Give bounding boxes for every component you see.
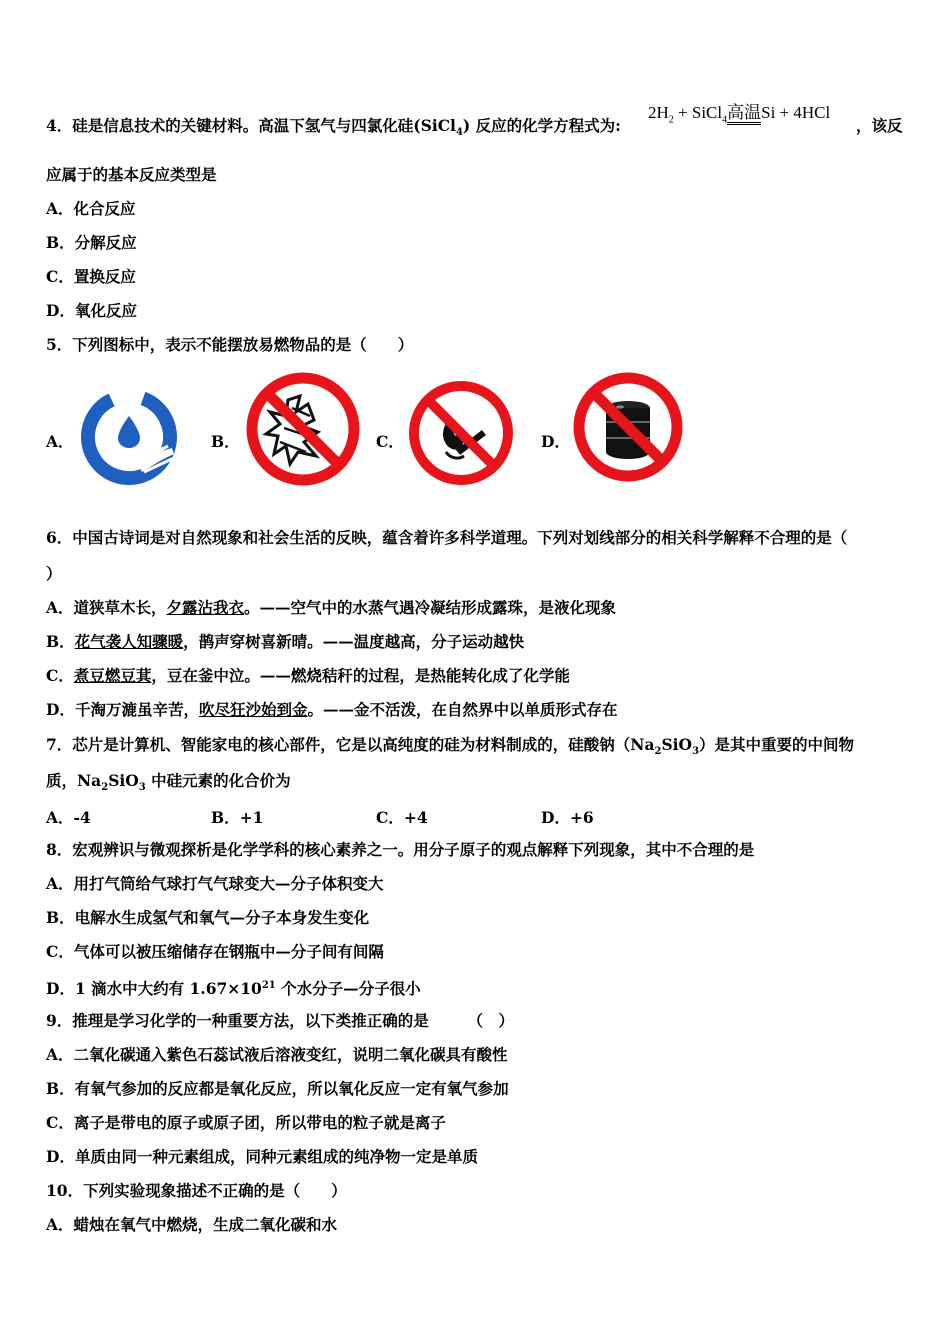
q6-option-c <box>46 666 570 686</box>
eq-sicl-sub: 4 <box>722 114 728 126</box>
q8-d-post: 个水分子—分子很小 <box>275 979 421 999</box>
q7-sub4: 3 <box>138 782 146 794</box>
q4-option-b: B．分解反应 <box>46 233 137 252</box>
q10-option-a: A．蜡烛在氧气中燃烧，生成二氧化碳和水 <box>46 1215 338 1234</box>
q6-d-pre: D．千淘万漉虽辛苦， <box>46 700 199 719</box>
q8-option-d <box>46 976 421 999</box>
q4-option-a: A．化合反应 <box>46 199 136 218</box>
q9-option-c: C．离子是带电的原子或原子团，所以带电的粒子就是离子 <box>46 1113 446 1132</box>
q9-option-d: D．单质由同一种元素组成，同种元素组成的纯净物一定是单质 <box>46 1147 478 1166</box>
q7-stem-line1 <box>46 735 854 762</box>
q6-b-post: ，鹊声穿树喜新晴。——温度越高，分子运动越快 <box>183 632 525 651</box>
q6-c-pre: C． <box>46 666 74 685</box>
water-saving-icon <box>76 386 182 488</box>
eq-h2: 2H <box>648 103 669 122</box>
q7-stem-line2 <box>46 771 291 798</box>
q6-option-b <box>46 632 524 652</box>
q8-d-pre: D．1 滴水中大约有 1.67×10 <box>46 979 262 999</box>
q4-stem-line1 <box>46 116 621 143</box>
no-fuel-barrel-icon <box>572 372 684 482</box>
q4-chemical-equation <box>648 103 830 125</box>
q9-option-a: A．二氧化碳通入紫色石蕊试液后溶液变红，说明二氧化碳具有酸性 <box>46 1045 508 1064</box>
q4-stem-text: 4．硅是信息技术的关键材料。高温下氢气与四氯化硅(SiCl <box>46 116 456 135</box>
q6-c-underlined: 煮豆燃豆萁 <box>73 666 152 685</box>
q4-option-d: D．氧化反应 <box>46 301 137 320</box>
q8-option-c: C．气体可以被压缩储存在钢瓶中—分子间有间隔 <box>46 942 384 961</box>
no-smoking-fire-icon <box>406 380 516 486</box>
q8-option-a: A．用打气筒给气球打气气球变大—分子体积变大 <box>46 874 384 893</box>
eq-sicl: + SiCl <box>673 103 723 122</box>
q7-text-a: 7．芯片是计算机、智能家电的核心部件，它是以高纯度的硅为材料制成的，硅酸钠（Na <box>46 735 655 754</box>
q5-label-c: C． <box>376 432 404 451</box>
q7-option-b: B．+1 <box>211 808 264 827</box>
q7-sub2: 3 <box>692 746 700 758</box>
q5-label-a: A． <box>46 432 74 451</box>
q6-option-a <box>46 598 616 618</box>
q6-stem-line1: 6．中国古诗词是对自然现象和社会生活的反映，蕴含着许多科学道理。下列对划线部分的相关科学解释不合理的是（ <box>46 528 848 547</box>
q6-d-underlined: 吹尽狂沙始到金 <box>198 700 308 719</box>
q6-b-pre: B． <box>46 632 75 651</box>
no-flammables-icon <box>244 372 362 486</box>
q7-option-a: A．-4 <box>46 808 91 827</box>
eq-h2-sub: 2 <box>668 114 674 126</box>
q4-stem-sub: 4 <box>455 127 463 139</box>
q8-d-exponent: 21 <box>261 980 276 991</box>
q7-text-a-end: ）是其中重要的中间物 <box>699 735 855 754</box>
q6-c-post: ，豆在釜中泣。——燃烧秸秆的过程，是热能转化成了化学能 <box>151 666 570 685</box>
q7-sub1: 2 <box>654 746 662 758</box>
q6-d-post: 。——金不活泼，在自然界中以单质形式存在 <box>307 700 618 719</box>
q7-option-d: D．+6 <box>541 808 594 827</box>
q7-option-c: C．+4 <box>376 808 428 827</box>
q7-mid1: SiO <box>661 735 693 754</box>
q5-stem: 5．下列图标中，表示不能摆放易燃物品的是（ ） <box>46 335 414 354</box>
q9-stem: 9．推理是学习化学的一种重要方法，以下类推正确的是 （ ） <box>46 1011 515 1030</box>
eq-condition: 高温 <box>727 104 761 125</box>
q6-a-post: 。——空气中的水蒸气遇冷凝结形成露珠，是液化现象 <box>244 598 617 617</box>
q4-stem-line2: 应属于的基本反应类型是 <box>46 165 217 184</box>
q9-option-b: B．有氧气参加的反应都是氧化反应，所以氧化反应一定有氧气参加 <box>46 1079 509 1098</box>
q7-sub3: 2 <box>101 782 109 794</box>
q5-label-b: B． <box>211 432 240 451</box>
q7-mid2: SiO <box>108 771 139 790</box>
q7-text-b-end: 中硅元素的化合价为 <box>145 771 291 790</box>
q4-stem-end: ，该反 <box>856 116 903 135</box>
q6-a-pre: A．道狭草木长， <box>46 598 167 617</box>
q4-option-c: C．置换反应 <box>46 267 136 286</box>
q6-option-d <box>46 700 617 720</box>
eq-products: Si + 4HCl <box>761 103 831 122</box>
q10-stem: 10．下列实验现象描述不正确的是（ ） <box>46 1181 347 1200</box>
q6-a-underlined: 夕露沾我衣 <box>166 598 245 617</box>
q7-text-b: 质，Na <box>46 771 102 790</box>
q5-label-d: D． <box>541 432 570 451</box>
q4-stem-text2: ) 反应的化学方程式为: <box>462 116 621 135</box>
q6-b-underlined: 花气袭人知骤暖 <box>74 632 184 651</box>
q8-stem: 8．宏观辨识与微观探析是化学学科的核心素养之一。用分子原子的观点解释下列现象，其中不合理的是 <box>46 840 755 859</box>
q6-stem-line2: ） <box>46 564 62 583</box>
q8-option-b: B．电解水生成氢气和氧气—分子本身发生变化 <box>46 908 370 927</box>
